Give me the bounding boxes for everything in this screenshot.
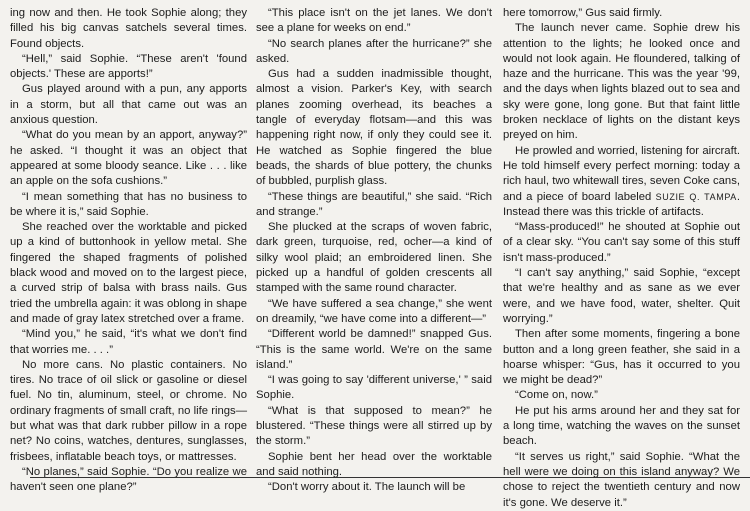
paragraph: The launch never came. Sophie drew his attention to the lights; he looked once and would not look again. He floundered, talking of haze and the hurricane. This was the year '99, and the days when lights blazed out to sea and sky were gone, long gone. But that faint little broken necklace of lights on the distant keys preyed on him. [503,22,740,142]
paragraph: “I can't say anything,” said Sophie, “except that we're healthy and as sane as we ever were, and we have food, water, shelter. Quit worrying.” [503,267,740,325]
paragraph: “What do you mean by an apport, anyway?” he asked. “I thought it was an object that appeared at some bloody seance. Like . . . like an apple on the sofa cushions.” [10,129,247,188]
board-label-text: SUZIE Q. TAMPA [655,191,737,202]
paragraph: “Different world be damned!” snapped Gus. “This is the same world. We're on the same island.” [256,328,492,371]
paragraph: “Come on, now.” [515,389,598,402]
text-column-1 [10,6,247,496]
paragraph: “I mean something that has no business to be where it is,” said Sophie. [10,190,247,218]
paragraph: “I was going to say 'different universe,' ” said Sophie. [256,374,492,402]
paragraph-text: . Instead there was this trickle of artifacts. [503,190,740,218]
paragraph: “It serves us right,” said Sophie. “What the hell were we doing on this island anyway? We chose to reject the twentieth century and now it's gone. We deserve it.” [503,450,740,509]
paragraph: “What is that supposed to mean?” he blustered. “These things were all stirred up by the storm.” [256,404,492,448]
paragraph: Sophie bent her head over the worktable and said nothing. [256,450,492,478]
paragraph: No more cans. No plastic containers. No tires. No trace of oil slick or gasoline or diesel fuel. No tin, aluminum, steel, or chrome. No ordinary fragments of small craft, no life rings—but what was that dark rubber pillow in a rope net? No coins, watches, dentures, sunglasses, frisbees, inflatable beach toys, or mattresses. [10,358,247,463]
paragraph: “No planes,” said Sophie. “Do you realize we haven't seen one plane?” [10,465,247,494]
paragraph: “Mind you,” he said, “it's what we don't find that worries me. . . .” [10,328,247,356]
paragraph: “Hell,” said Sophie. “These aren't 'found objects.' These are apports!” [10,52,247,81]
paragraph: She reached over the worktable and picked up a kind of buttonhook in yellow metal. She fingered the shaped fragments of polished black wood and moved on to the largest piece, a curved strip of balsa with brass nails. Gus tried the umbrella again: it was oblong in shape and made of gray latex stretched over a frame. [10,221,247,325]
text-column-3 [503,6,740,511]
paragraph: ing now and then. He took Sophie along; they filled his big canvas satchels several times. Found objects. [10,7,247,50]
paragraph: “Mass-produced!” he shouted at Sophie out of a clear sky. “You can't say some of this stuff isn't mass-produced.” [503,221,740,264]
paragraph: Gus had a sudden inadmissible thought, almost a vision. Parker's Key, with search planes zooming overhead, its beaches a tangle of everyday flotsam—and this was happening right now, if only they could see it. He watched as Sophie fingered the blue beads, the shards of blue pottery, the chunks of bubbled, purplish glass. [256,68,492,188]
paragraph: “No search planes after the hurricane?” she asked. [256,37,492,65]
paragraph: here tomorrow,” Gus said firmly. [503,7,663,19]
paragraph: “Don't worry about it. The launch will be [268,481,466,494]
paragraph: “This place isn't on the jet lanes. We don't see a plane for weeks on end.” [256,7,492,35]
paragraph: Gus played around with a pun, any apports in a storm, but all that came out was an anxious question. [10,83,247,127]
paragraph: Then after some moments, fingering a bone button and a long green feather, she said in a hoarse whisper: “Gus, has it occurred to you we might be dead?” [503,328,740,387]
paragraph: “We have suffered a sea change,” she went on dreamily, “we have come into a different—” [256,297,492,325]
paragraph: He put his arms around her and they sat for a long time, watching the waves on the sunset beach. [503,404,740,448]
paragraph: “These things are beautiful,” she said. “Rich and strange.” [256,190,492,218]
bottom-rule [30,477,750,478]
paragraph [503,144,740,220]
paragraph-text: He prowled and worried, listening for aircraft. He told himself every perfect morning: today a rich haul, two whitewall tires, seven Coke cans, and a piece of board labeled [503,144,740,203]
text-column-2 [256,6,492,496]
paragraph: She plucked at the scraps of woven fabric, dark green, turquoise, red, ocher—a kind of silky wool plaid; an embroidered linen. She picked up a handful of golden crescents all stamped with the same round character. [256,221,492,295]
